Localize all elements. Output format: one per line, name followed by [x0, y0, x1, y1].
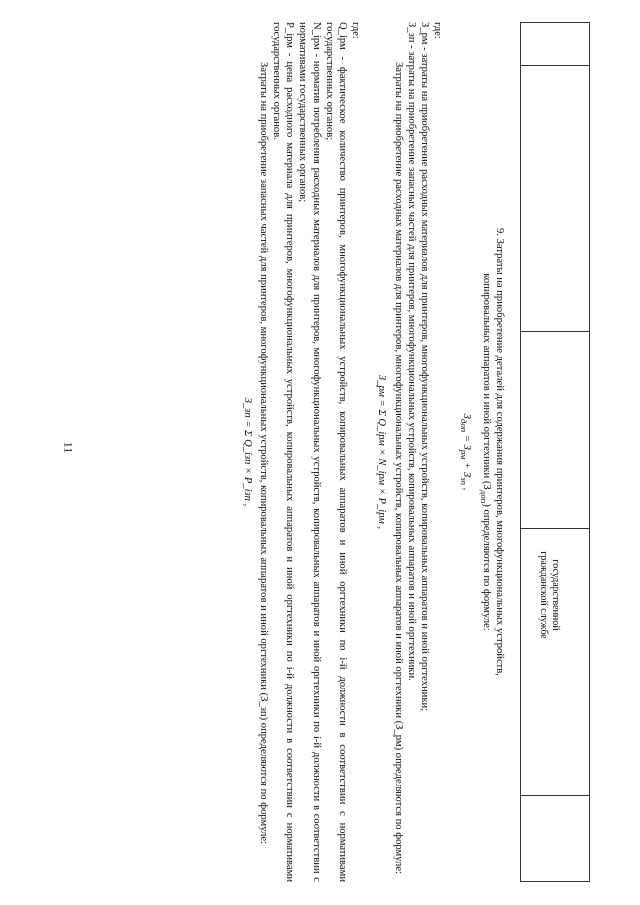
definition-rm: З_рм - затраты на приобретение расходных материалов для принтеров, многофункциональных устройств, копировальных аппаратов и иной оргтехники;	[418, 22, 430, 712]
section-heading: 9. Затраты на приобретение деталей для содержания принтеров, многофункциональных устройств,	[494, 228, 505, 676]
table-divider	[521, 331, 589, 332]
page-number: 11	[61, 441, 76, 454]
table-cell-text: государственной гражданской службе	[538, 551, 561, 639]
definition-n: N_iрм - норматив потребления расходных материалов для принтеров, многофункциональных устройств, копировальных аппаратов и иной оргтехники по i-й должности в соответствии с нормативами государственных органов;	[297, 22, 322, 882]
rotated-page-content	[60, 22, 590, 882]
table-divider	[521, 795, 589, 796]
formula-rm: З_рм = Σ Q_iрм × N_iрм × P_iрм ,	[376, 374, 388, 530]
definition-p: P_iрм - цена расходного материала для принтеров, многофункциональных устройств, копировальных аппаратов и иной оргтехники по i-й должности в соответствии с нормативами государственных органов.	[270, 22, 296, 882]
section-heading-cont: копировальных аппаратов и иной оргтехники $(З_{доп})$ определяются по формуле:	[478, 273, 492, 631]
where-label: где:	[432, 22, 444, 39]
definition-q: Q_iрм - фактическое количество принтеров, многофункциональных устройств, копировальных аппаратов и иной оргтехники по i-й должности в соответствии с нормативами государственных органов;	[323, 22, 348, 882]
definition-zp: З_зп - затраты на приобретение запасных частей для принтеров, многофункциональных устройств, копировальных аппаратов и иной оргтехники.	[405, 22, 417, 681]
table-fragment	[520, 22, 590, 882]
document-body	[237, 22, 506, 882]
paragraph-rm: Затраты на приобретение расходных материалов для принтеров, многофункциональных устройств, копировальных аппаратов и иной оргтехники (З_рм) определяются по формуле:	[392, 62, 404, 874]
where-label-2: где:	[350, 22, 362, 39]
table-divider	[521, 65, 589, 66]
formula-zp: З_зп = Σ Q_iзп × P_iзп ,	[241, 397, 253, 507]
formula-total: $З_{доп} = З_{рм} + З_{зп}$ ,	[459, 413, 473, 491]
table-divider	[521, 528, 589, 529]
paragraph-zp: Затраты на приобретение запасных частей для принтеров, многофункциональных устройств, копировальных аппаратов и иной оргтехники (З_зп) определяются по формуле:	[257, 62, 269, 844]
